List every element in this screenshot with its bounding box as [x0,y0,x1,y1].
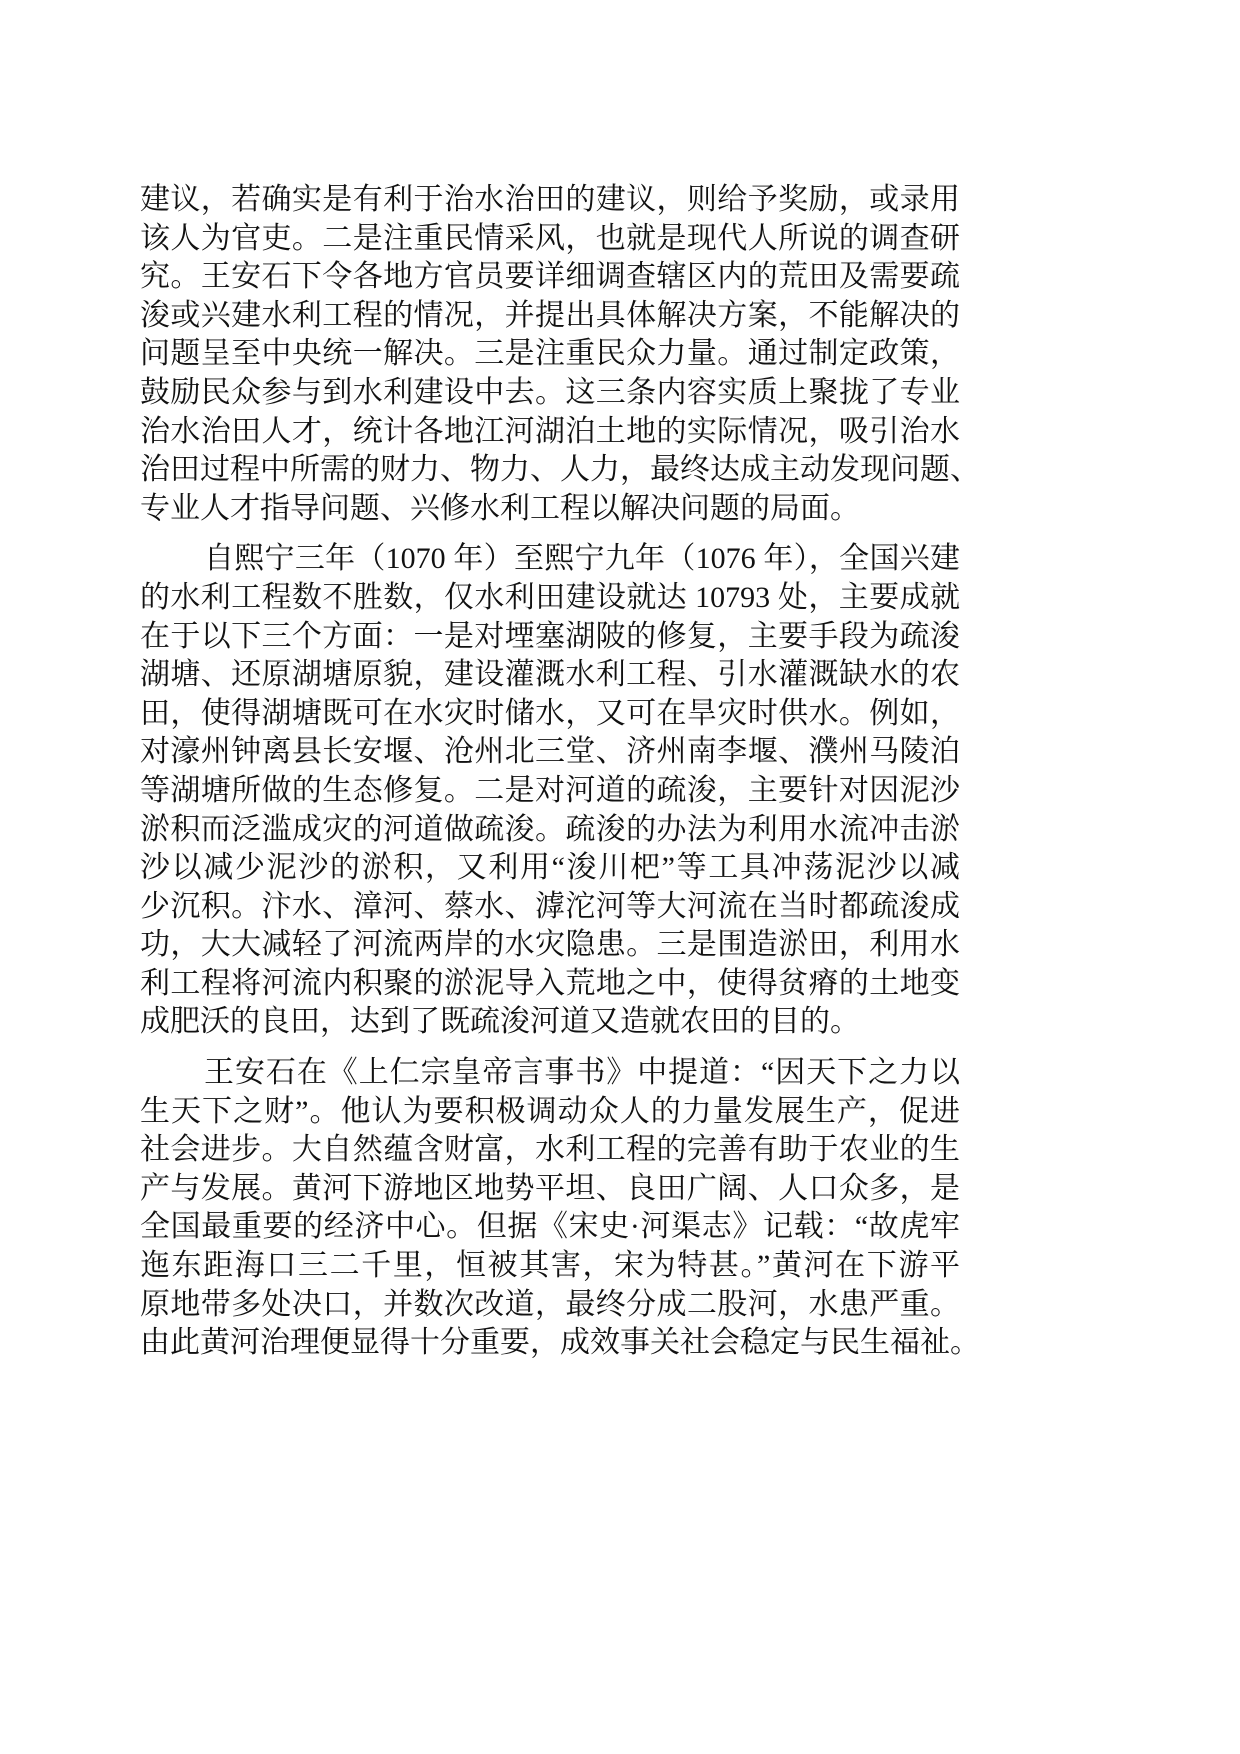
text-line: 湖塘、还原湖塘原貌，建设灌溉水利工程、引水灌溉缺水的农 [140,658,960,692]
text-line: 王安石在《上仁宗皇帝言事书》中提道：“因天下之力以 [204,1056,960,1090]
paragraph-2 [140,540,960,1042]
text-line: 治水治田人才，统计各地江河湖泊土地的实际情况，吸引治水 [140,414,960,448]
text-line: 建议，若确实是有利于治水治田的建议，则给予奖励，或录用 [140,183,960,216]
text-line: 专业人才指导问题、兴修水利工程以解决问题的局面。 [140,491,860,525]
text-line: 社会进步。大自然蕴含财富，水利工程的完善有助于农业的生 [140,1133,960,1167]
text-line: 浚或兴建水利工程的情况，并提出具体解决方案，不能解决的 [140,298,960,332]
text-line: 的水利工程数不胜数，仅水利田建设就达 10793 处，主要成就 [140,580,960,614]
paragraph-1 [140,181,980,528]
text-line: 在于以下三个方面：一是对堙塞湖陂的修复，主要手段为疏浚 [140,619,960,653]
text-line: 对濠州钟离县长安堰、沧州北三堂、济州南李堰、濮州马陵泊 [140,735,960,769]
text-line: 原地带多处决口，并数次改道，最终分成二股河，水患严重。 [140,1287,960,1321]
text-line: 功，大大减轻了河流两岸的水灾隐患。三是围造淤田，利用水 [140,928,960,962]
text-line: 究。王安石下令各地方官员要详细调查辖区内的荒田及需要疏 [140,260,960,294]
text-line: 问题呈至中央统一解决。三是注重民众力量。通过制定政策， [140,337,960,371]
text-line: 生天下之财”。他认为要积极调动众人的力量发展生产，促进 [140,1094,960,1128]
body-text [140,181,980,1375]
text-line: 成肥沃的良田，达到了既疏浚河道又造就农田的目的。 [140,1005,860,1039]
text-line: 沙以减少泥沙的淤积，又利用“浚川杷”等工具冲荡泥沙以减 [140,851,960,885]
text-line: 鼓励民众参与到水利建设中去。这三条内容实质上聚拢了专业 [140,375,960,409]
text-line: 利工程将河流内积聚的淤泥导入荒地之中，使得贫瘠的土地变 [140,966,960,1000]
text-line: 自熙宁三年（1070 年）至熙宁九年（1076 年），全国兴建 [204,542,960,576]
text-line: 迤东距海口三二千里，恒被其害，宋为特甚。”黄河在下游平 [140,1249,960,1283]
text-line: 田，使得湖塘既可在水灾时储水，又可在旱灾时供水。例如， [140,696,960,730]
text-line: 治田过程中所需的财力、物力、人力，最终达成主动发现问题、 [140,453,980,487]
text-line: 该人为官吏。二是注重民情采风，也就是现代人所说的调查研 [140,221,960,255]
text-line: 少沉积。汴水、漳河、蔡水、滹沱河等大河流在当时都疏浚成 [140,889,960,923]
text-line: 淤积而泛滥成灾的河道做疏浚。疏浚的办法为利用水流冲击淤 [140,812,960,846]
text-line: 产与发展。黄河下游地区地势平坦、良田广阔、人口众多，是 [140,1171,960,1205]
text-line: 全国最重要的经济中心。但据《宋史·河渠志》记载：“故虎牢 [140,1210,960,1244]
paragraph-3 [140,1054,980,1363]
text-line: 由此黄河治理便显得十分重要，成效事关社会稳定与民生福祉。 [140,1326,980,1360]
text-line: 等湖塘所做的生态修复。二是对河道的疏浚，主要针对因泥沙 [140,773,960,807]
